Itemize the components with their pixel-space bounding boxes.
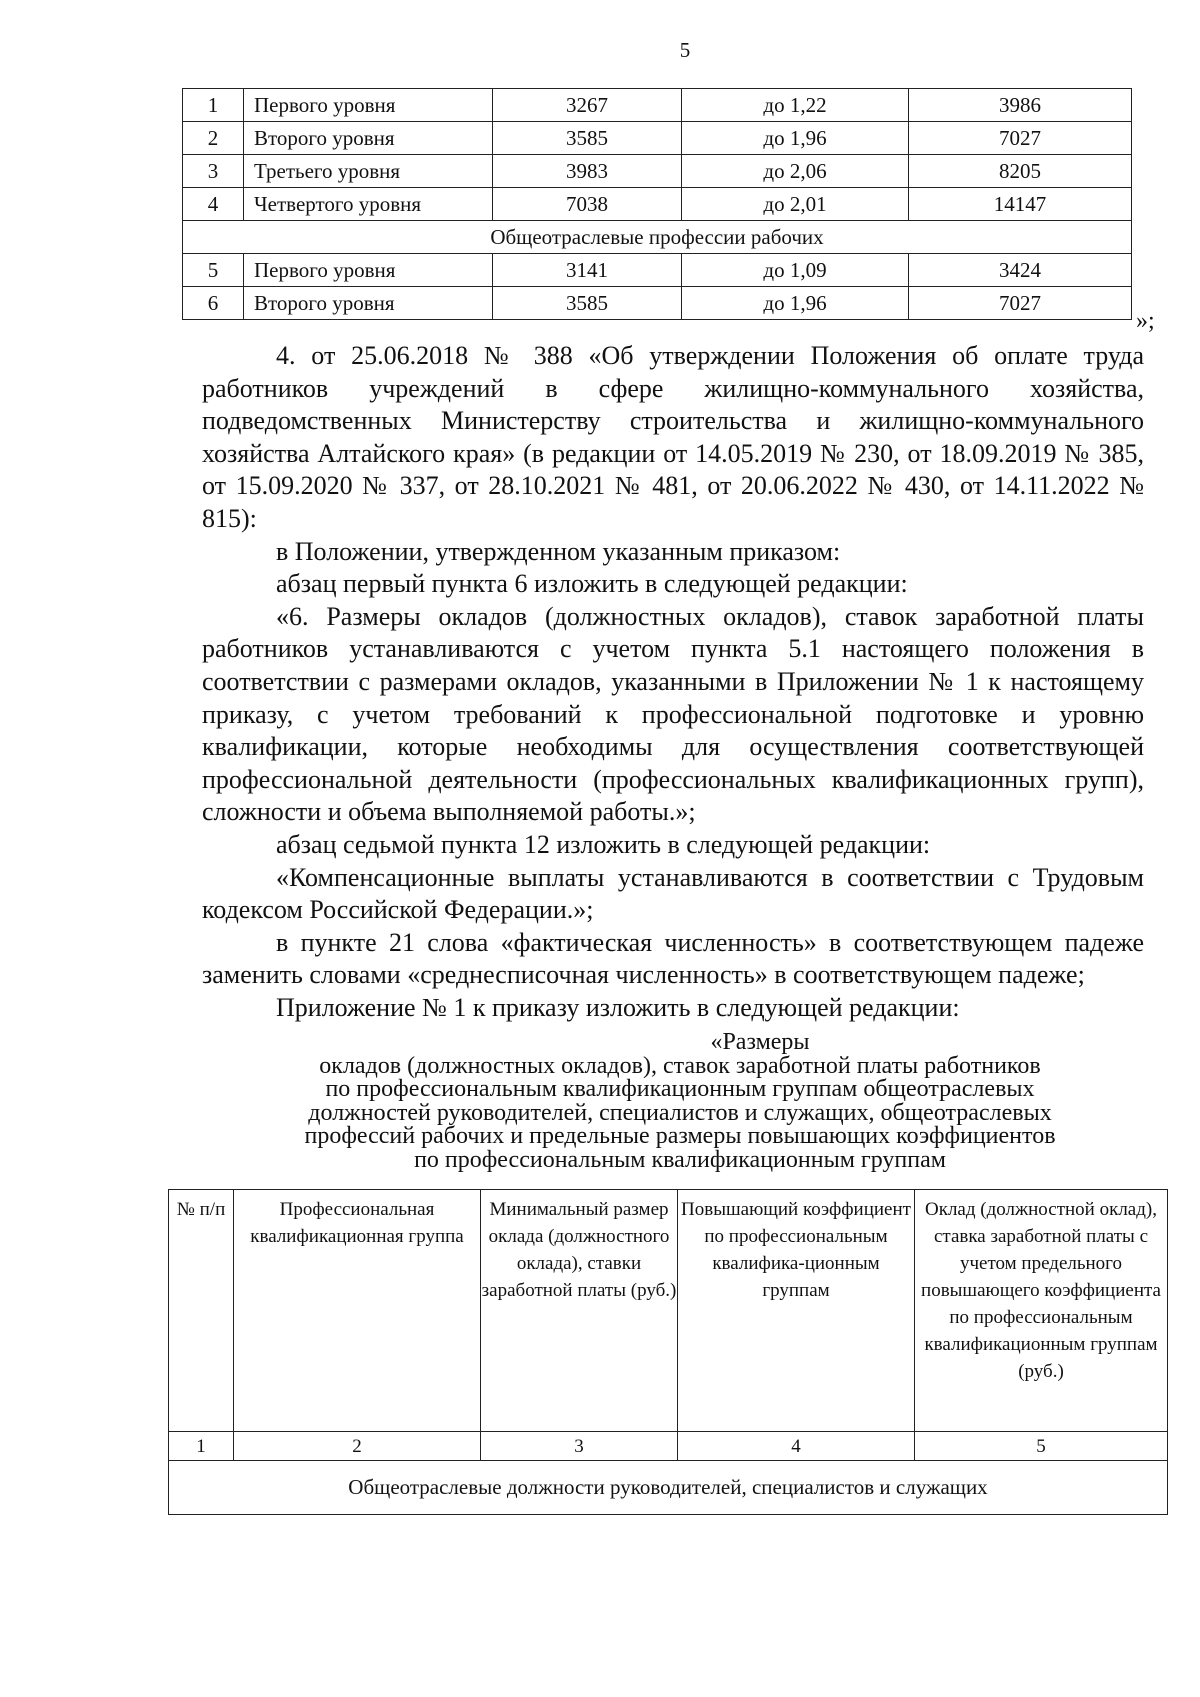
row-number: 6 <box>183 287 244 320</box>
salary-with-coefficient: 7027 <box>909 122 1132 155</box>
min-salary: 3585 <box>493 122 682 155</box>
table-row <box>183 122 1132 155</box>
column-number: 1 <box>169 1432 234 1461</box>
header-row <box>169 1190 1168 1432</box>
column-number: 3 <box>481 1432 678 1461</box>
salary-with-coefficient: 8205 <box>909 155 1132 188</box>
column-number: 4 <box>678 1432 915 1461</box>
column-header: Минимальный размер оклада (должностного оклада), ставки заработной платы (руб.) <box>481 1190 678 1432</box>
heading-line: «Размеры <box>710 1029 810 1055</box>
section-row <box>183 221 1132 254</box>
paragraph: абзац седьмой пункта 12 изложить в следующей редакции: <box>276 829 931 859</box>
column-number-row <box>169 1432 1168 1461</box>
coefficient: до 1,22 <box>682 89 909 122</box>
row-number: 5 <box>183 254 244 287</box>
heading-line: по профессиональным квалификационным группам <box>414 1146 946 1173</box>
appendix-heading <box>200 1031 1160 1172</box>
column-header: Повышающий коэффициент по профессиональным квалифика-ционным группам <box>678 1190 915 1432</box>
table-row <box>183 287 1132 320</box>
page-number: 5 <box>679 38 691 62</box>
coefficient: до 1,96 <box>682 122 909 155</box>
column-number: 2 <box>234 1432 481 1461</box>
document-body <box>202 340 1144 1024</box>
min-salary: 3983 <box>493 155 682 188</box>
salary-with-coefficient: 3424 <box>909 254 1132 287</box>
qualification-group: Третьего уровня <box>244 155 493 188</box>
table-row <box>183 89 1132 122</box>
qualification-group: Второго уровня <box>244 287 493 320</box>
column-number: 5 <box>915 1432 1168 1461</box>
paragraph-quote: «6. Размеры окладов (должностных окладов), ставок заработной платы работников устанавливаются с учетом пункта 5.1 настоящего положения в соответствии с размерами окладов, указанными в Приложении № 1 к настоящему приказу, с учетом требований к профессиональной подготовке и уровню квалификации, которые необходимы для осуществления соответствующей профессиональной деятельности (профессиональных квалификационных групп), сложности и объема выполняемой работы.»; <box>202 601 1144 827</box>
table-row <box>183 254 1132 287</box>
coefficient: до 1,09 <box>682 254 909 287</box>
min-salary: 3267 <box>493 89 682 122</box>
coefficient: до 2,01 <box>682 188 909 221</box>
section-row <box>169 1461 1168 1515</box>
salary-with-coefficient: 7027 <box>909 287 1132 320</box>
min-salary: 7038 <box>493 188 682 221</box>
column-header: Оклад (должностной оклад), ставка заработной платы с учетом предельного повышающего коэффициента по профессиональным квалификационным группам (руб.) <box>915 1190 1168 1432</box>
paragraph: в Положении, утвержденном указанным приказом: <box>276 536 841 566</box>
section-label: Общеотраслевые должности руководителей, специалистов и служащих <box>169 1461 1168 1515</box>
coefficient: до 1,96 <box>682 287 909 320</box>
heading-line: должностей руководителей, специалистов и служащих, общеотраслевых <box>308 1099 1052 1126</box>
paragraph: абзац первый пункта 6 изложить в следующей редакции: <box>276 569 908 599</box>
paragraph: Приложение № 1 к приказу изложить в следующей редакции: <box>276 992 960 1022</box>
qualification-group: Четвертого уровня <box>244 188 493 221</box>
table-row <box>183 155 1132 188</box>
row-number: 3 <box>183 155 244 188</box>
heading-line: профессий рабочих и предельные размеры повышающих коэффициентов <box>304 1123 1056 1149</box>
section-label: Общеотраслевые профессии рабочих <box>183 221 1132 254</box>
paragraph-quote: «Компенсационные выплаты устанавливаются в соответствии с Трудовым кодексом Российской Федерации.»; <box>202 862 1144 925</box>
salary-with-coefficient: 14147 <box>909 188 1132 221</box>
qualification-group: Первого уровня <box>244 254 493 287</box>
min-salary: 3585 <box>493 287 682 320</box>
paragraph: в пункте 21 слова «фактическая численность» в соответствующем падеже заменить словами «среднесписочная численность» в соответствующем падеже; <box>202 927 1144 990</box>
qualification-group: Первого уровня <box>244 89 493 122</box>
qualification-group: Второго уровня <box>244 122 493 155</box>
coefficient: до 2,06 <box>682 155 909 188</box>
min-salary: 3141 <box>493 254 682 287</box>
row-number: 2 <box>183 122 244 155</box>
heading-line: окладов (должностных окладов), ставок заработной платы работников <box>319 1052 1041 1079</box>
row-number: 4 <box>183 188 244 221</box>
closing-quote: »; <box>1136 308 1155 334</box>
column-header: Профессиональная квалификационная группа <box>234 1190 481 1432</box>
row-number: 1 <box>183 89 244 122</box>
appendix-table <box>168 1189 1168 1515</box>
salary-with-coefficient: 3986 <box>909 89 1132 122</box>
heading-line: по профессиональным квалификационным группам общеотраслевых <box>325 1076 1035 1102</box>
column-header: № п/п <box>169 1190 234 1432</box>
table-row <box>183 188 1132 221</box>
salary-table-continued <box>182 88 1132 320</box>
paragraph-item-4: 4. от 25.06.2018 № 388 «Об утверждении Положения об оплате труда работников учреждений в сфере жилищно-коммунального хозяйства, подведомственных Министерству строительства и жилищно-коммунального хозяйства Алтайского края» (в редакции от 14.05.2019 № 230, от 18.09.2019 № 385, от 15.09.2020 № 337, от 28.10.2021 № 481, от 20.06.2022 № 430, от 14.11.2022 № 815): <box>202 341 1144 533</box>
